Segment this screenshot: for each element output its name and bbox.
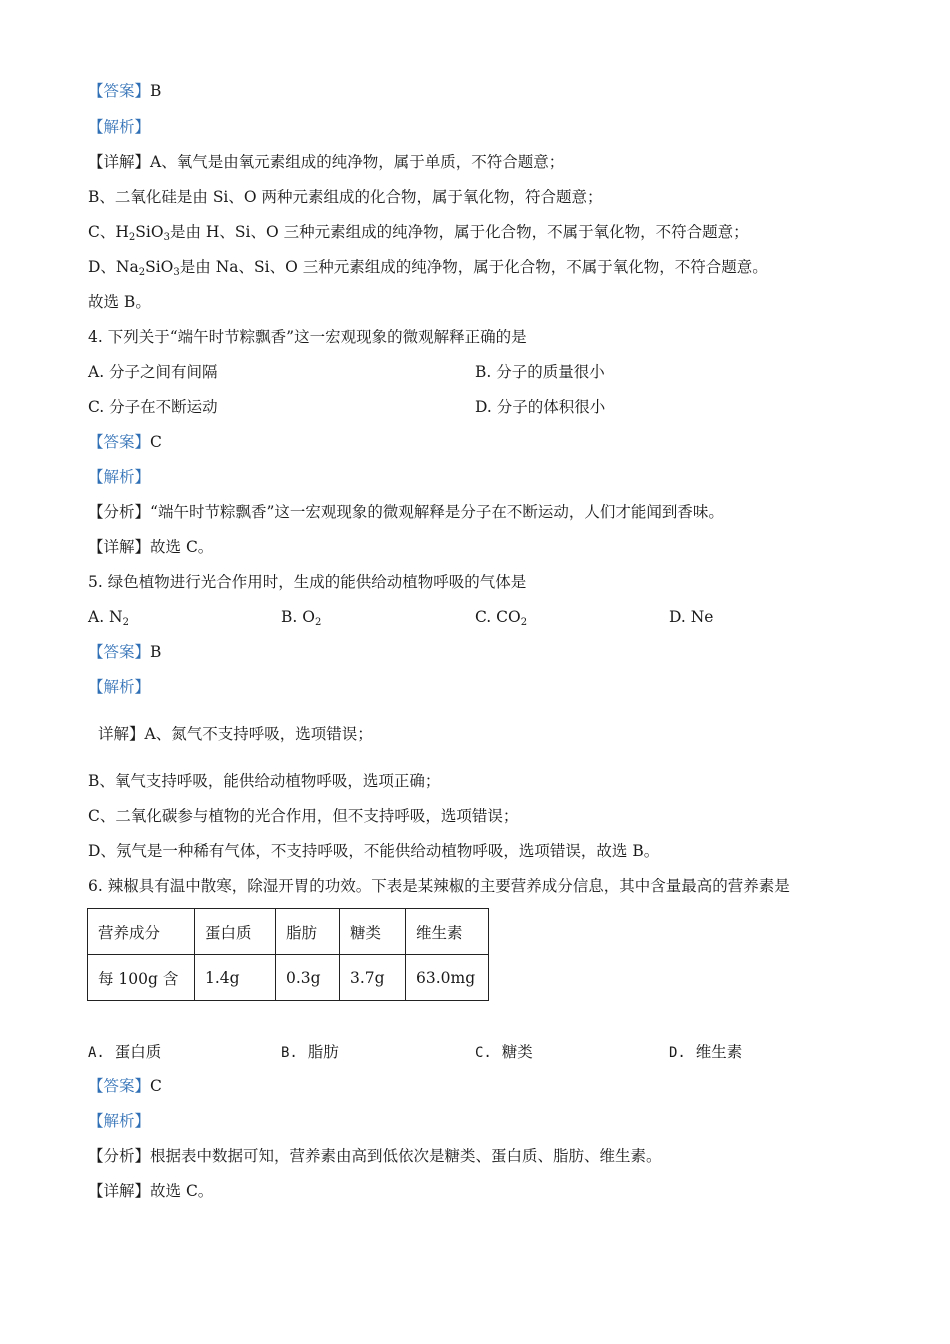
q3-analysis-tag: 【解析】 xyxy=(88,118,151,136)
q4-option-c: C. 分子在不断运动 xyxy=(88,398,218,416)
analysis-text: 根据表中数据可知，营养素由高到低依次是糖类、蛋白质、脂肪、维生素。 xyxy=(150,1147,662,1165)
detail-text: C、H xyxy=(88,223,129,241)
answer-tag: 【答案】 xyxy=(88,82,151,100)
answer-value: B xyxy=(150,82,162,100)
table-cell: 3.7g xyxy=(340,955,406,1001)
q6-option-a xyxy=(88,1042,161,1063)
q6-analysis-tag: 【解析】 xyxy=(88,1112,151,1130)
subscript: 2 xyxy=(138,267,146,278)
answer-tag: 【答案】 xyxy=(88,1077,151,1095)
q5-analysis-tag: 【解析】 xyxy=(88,678,151,696)
analysis-text: “端午时节粽飘香”这一宏观现象的微观解释是分子在不断运动，人们才能闻到香味。 xyxy=(150,503,724,521)
table-cell: 蛋白质 xyxy=(195,909,276,955)
q6-analysis xyxy=(88,1146,662,1166)
option-letter: A. xyxy=(88,1045,105,1061)
q4-option-d: D. 分子的体积很小 xyxy=(475,398,606,416)
answer-value: C xyxy=(150,433,162,451)
option-letter: C. xyxy=(475,1045,492,1061)
option-letter: B. xyxy=(281,1045,298,1061)
answer-value: B xyxy=(150,643,162,661)
subscript: 3 xyxy=(173,267,180,278)
q5-detail-b: B、氧气支持呼吸，能供给动植物呼吸，选项正确； xyxy=(88,772,441,790)
option-text: 糖类 xyxy=(501,1043,533,1061)
detail-text: A、氧气是由氧元素组成的纯净物，属于单质，不符合题意； xyxy=(150,153,565,171)
answer-tag: 【答案】 xyxy=(88,433,151,451)
q6-option-d xyxy=(669,1042,742,1063)
detail-text: SiO xyxy=(145,258,174,276)
detail-text: 故选 C。 xyxy=(150,1182,214,1200)
option-text: 蛋白质 xyxy=(114,1043,162,1061)
q3-detail-c xyxy=(88,222,749,242)
table-cell: 0.3g xyxy=(276,955,340,1001)
q6-question: 6. 辣椒具有温中散寒，除湿开胃的功效。下表是某辣椒的主要营养成分信息，其中含量最高的营养素是 xyxy=(88,877,790,895)
subscript: 2 xyxy=(520,617,528,628)
detail-text: 故选 C。 xyxy=(150,538,214,556)
table-row xyxy=(88,909,489,955)
subscript: 3 xyxy=(163,232,170,243)
table-cell: 维生素 xyxy=(406,909,489,955)
option-text: 维生素 xyxy=(695,1043,743,1061)
q5-option-a xyxy=(88,607,129,627)
option-text: 脂肪 xyxy=(307,1043,339,1061)
answer-tag: 【答案】 xyxy=(88,643,151,661)
table-cell: 糖类 xyxy=(340,909,406,955)
q4-question: 4. 下列关于“端午时节粽飘香”这一宏观现象的微观解释正确的是 xyxy=(88,328,527,346)
detail-text: 是由 Na、Si、O 三种元素组成的纯净物，属于化合物，不属于氧化物，不符合题意。 xyxy=(179,258,768,276)
q3-detail-d xyxy=(88,257,768,277)
table-row xyxy=(88,955,489,1001)
q4-option-a: A. 分子之间有间隔 xyxy=(88,363,218,381)
analysis-label: 【分析】 xyxy=(88,503,151,521)
q5-detail-a: 详解】A、氮气不支持呼吸，选项错误； xyxy=(98,725,373,743)
q5-question: 5. 绿色植物进行光合作用时，生成的能供给动植物呼吸的气体是 xyxy=(88,573,527,591)
q3-conclusion: 故选 B。 xyxy=(88,293,151,311)
table-cell: 脂肪 xyxy=(276,909,340,955)
q5-option-d: D. Ne xyxy=(669,608,714,626)
subscript: 2 xyxy=(314,617,322,628)
table-cell: 每 100g 含 xyxy=(88,955,195,1001)
q6-option-b xyxy=(281,1042,339,1063)
detail-text: 是由 H、Si、O 三种元素组成的纯净物，属于化合物，不属于氧化物，不符合题意； xyxy=(169,223,749,241)
subscript: 2 xyxy=(122,617,129,628)
q5-option-c xyxy=(475,607,527,627)
q6-option-c xyxy=(475,1042,533,1063)
detail-tag: 【详解】 xyxy=(88,153,151,171)
option-text: B. O xyxy=(281,608,315,626)
q4-answer xyxy=(88,432,162,452)
option-text: A. N xyxy=(88,608,123,626)
q5-answer xyxy=(88,642,161,662)
q5-detail-c: C、二氧化碳参与植物的光合作用，但不支持呼吸，选项错误； xyxy=(88,807,519,825)
detail-text: D、Na xyxy=(88,258,139,276)
subscript: 2 xyxy=(128,232,136,243)
nutrition-table xyxy=(87,908,489,1001)
q4-analysis-tag: 【解析】 xyxy=(88,468,151,486)
q4-analysis xyxy=(88,502,724,522)
q4-detail xyxy=(88,537,213,557)
q5-option-b xyxy=(281,607,321,627)
analysis-label: 【分析】 xyxy=(88,1147,151,1165)
detail-tag: 【详解】 xyxy=(88,538,151,556)
detail-tag: 【详解】 xyxy=(88,1182,151,1200)
q3-detail-b: B、二氧化硅是由 Si、O 两种元素组成的化合物，属于氧化物，符合题意； xyxy=(88,188,603,206)
q3-detail-a xyxy=(88,152,564,172)
table-cell: 1.4g xyxy=(195,955,276,1001)
option-letter: D. xyxy=(669,1045,686,1061)
q4-option-b: B. 分子的质量很小 xyxy=(475,363,605,381)
detail-text: SiO xyxy=(135,223,164,241)
q6-detail xyxy=(88,1181,213,1201)
q6-answer xyxy=(88,1076,162,1096)
q3-answer xyxy=(88,81,161,101)
q5-detail-d: D、氖气是一种稀有气体，不支持呼吸，不能供给动植物呼吸，选项错误，故选 B。 xyxy=(88,842,660,860)
table-cell: 63.0mg xyxy=(406,955,489,1001)
option-text: C. CO xyxy=(475,608,521,626)
answer-value: C xyxy=(150,1077,162,1095)
table-cell: 营养成分 xyxy=(88,909,195,955)
